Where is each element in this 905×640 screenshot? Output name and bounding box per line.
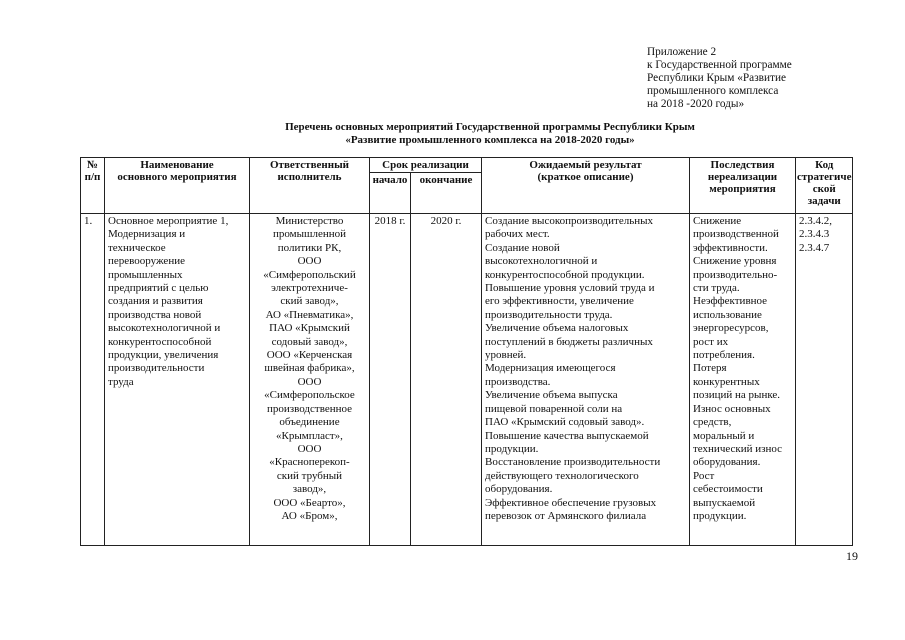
text-line: конкурентных <box>693 375 760 388</box>
text-line: Ответственный <box>269 159 350 171</box>
text-line: техническое <box>108 241 166 254</box>
text-line: Рост <box>693 469 715 482</box>
text-line: п/п <box>84 171 101 183</box>
text-line: ООО «Беарто», <box>273 496 346 509</box>
text-line: рост их <box>693 335 729 348</box>
text-line: «Красноперекоп- <box>269 456 350 469</box>
text-line: действующего технологического <box>485 469 639 482</box>
text-line: поступлений в бюджеты различных <box>485 335 653 348</box>
text-line: стратегиче <box>797 171 852 183</box>
text-line: мероприятия <box>709 183 776 195</box>
header-start: начало <box>370 173 411 214</box>
cell-num: 1. <box>81 214 105 546</box>
text-line: Эффективное обеспечение грузовых <box>485 496 657 509</box>
text-line: Повышение качества выпускаемой <box>485 429 649 442</box>
header-result <box>482 158 690 214</box>
title-line-2: «Развитие промышленного комплекса на 2018-2020 годы» <box>345 134 635 146</box>
text-line: оборудования. <box>485 483 553 496</box>
text-line: моральный и <box>693 429 755 442</box>
text-line: ООО <box>297 255 322 268</box>
text-line: промышленного комплекса <box>647 85 779 97</box>
text-line: исполнитель <box>277 171 342 183</box>
text-line: выпускаемой <box>693 496 756 509</box>
text-line: предприятий с целью <box>108 282 209 295</box>
text-line: ООО <box>297 375 322 388</box>
text-line: политики РК, <box>277 241 342 254</box>
text-line: Износ основных <box>693 402 771 415</box>
text-line: АО «Бром», <box>281 509 338 522</box>
cell-result <box>482 214 690 546</box>
text-line: 2.3.4.3 <box>799 228 830 241</box>
text-line: АО «Пневматика», <box>265 308 354 321</box>
text-line: ский трубный <box>276 469 343 482</box>
text-line: производственной <box>693 228 779 241</box>
text-line: «Симферопольский <box>263 268 356 281</box>
text-line: Код <box>815 159 834 171</box>
cell-consequences <box>690 214 796 546</box>
text-line: эффективности. <box>693 241 768 254</box>
text-line: использование <box>693 308 762 321</box>
text-line: Приложение 2 <box>647 46 717 58</box>
header-row <box>81 158 853 173</box>
text-line: перевооружение <box>108 255 185 268</box>
text-line: его эффективности, увеличение <box>485 295 634 308</box>
text-line: сти труда. <box>693 282 740 295</box>
text-line: основного мероприятия <box>117 171 237 183</box>
text-line: Основное мероприятие 1, <box>108 215 229 227</box>
page-number: 19 <box>846 549 858 563</box>
text-line: оборудования. <box>693 456 761 469</box>
text-line: потребления. <box>693 349 755 362</box>
cell-name <box>105 214 250 546</box>
text-line: 2.3.4.7 <box>799 241 830 254</box>
text-line: продукции, увеличения <box>108 349 219 362</box>
text-line: объединение <box>279 416 340 429</box>
text-line: Неэффективное <box>693 295 768 308</box>
measures-table <box>80 157 853 546</box>
table-row <box>81 214 853 546</box>
text-line: Потеря <box>693 362 727 375</box>
text-line: задачи <box>807 195 841 207</box>
text-line: продукции. <box>693 509 747 522</box>
text-line: производительно- <box>693 268 778 281</box>
text-line: ский завод», <box>280 295 339 308</box>
text-line: завод», <box>292 483 327 496</box>
header-end: окончание <box>411 173 482 214</box>
text-line: Снижение <box>693 215 742 227</box>
text-line: Модернизация имеющегося <box>485 362 616 375</box>
text-line: производства новой <box>108 308 202 321</box>
text-line: швейная фабрика», <box>264 362 355 375</box>
text-line: конкурентоспособной <box>108 335 212 348</box>
text-line: энергоресурсов, <box>693 322 769 335</box>
text-line: производства. <box>485 375 551 388</box>
text-line: пищевой поваренной соли на <box>485 402 623 415</box>
header-term: Срок реализации <box>370 158 482 173</box>
text-line: электротехниче- <box>271 282 348 295</box>
text-line: Восстановление производительности <box>485 456 661 469</box>
text-line: Ожидаемый результат <box>529 159 642 171</box>
header-consequences <box>690 158 796 214</box>
text-line: уровней. <box>485 349 527 362</box>
cell-start: 2018 г. <box>370 214 411 546</box>
text-line: продукции. <box>485 442 539 455</box>
text-line: производительности труда. <box>485 308 613 321</box>
cell-executor <box>250 214 370 546</box>
header-executor <box>250 158 370 214</box>
text-line: Увеличение объема налоговых <box>485 322 629 335</box>
header-name <box>105 158 250 214</box>
text-line: Модернизация и <box>108 228 186 241</box>
appendix-note <box>647 46 847 111</box>
text-line: высокотехнологичной и <box>485 255 598 268</box>
text-line: производственное <box>266 402 352 415</box>
text-line: технический износ <box>693 442 783 455</box>
text-line: Республики Крым «Развитие <box>647 72 787 84</box>
text-line: «Симферопольское <box>264 389 355 402</box>
text-line: Министерство <box>275 215 344 227</box>
text-line: № <box>86 159 99 171</box>
text-line: Создание новой <box>485 241 560 254</box>
document-title <box>180 121 800 147</box>
title-line-1: Перечень основных мероприятий Государственной программы Республики Крым <box>285 121 695 133</box>
text-line: на 2018 -2020 годы» <box>647 98 745 110</box>
header-code <box>796 158 853 214</box>
cell-end: 2020 г. <box>411 214 482 546</box>
text-line: Повышение уровня условий труда и <box>485 282 655 295</box>
text-line: промышленных <box>108 268 183 281</box>
text-line: содовый завод», <box>271 335 348 348</box>
text-line: рабочих мест. <box>485 228 550 241</box>
text-line: 2.3.4.2, <box>799 215 832 227</box>
text-line: ПАО «Крымский содовый завод». <box>485 416 645 429</box>
header-num <box>81 158 105 214</box>
text-line: Создание высокопроизводительных <box>485 215 653 227</box>
text-line: ПАО «Крымский <box>269 322 350 335</box>
text-line: Увеличение объема выпуска <box>485 389 618 402</box>
text-line: производительности <box>108 362 205 375</box>
text-line: к Государственной программе <box>647 59 792 71</box>
text-line: промышленной <box>272 228 347 241</box>
text-line: труда <box>108 375 134 388</box>
text-line: ООО «Керченская <box>266 349 353 362</box>
text-line: нереализации <box>707 171 778 183</box>
text-line: (краткое описание) <box>537 171 634 183</box>
text-line: позиций на рынке. <box>693 389 781 402</box>
text-line: перевозок от Армянского филиала <box>485 509 647 522</box>
text-line: Снижение уровня <box>693 255 777 268</box>
text-line: ООО <box>297 442 322 455</box>
text-line: «Крымпласт», <box>276 429 343 442</box>
text-line: конкурентоспособной продукции. <box>485 268 645 281</box>
text-line: средств, <box>693 416 732 429</box>
text-line: высокотехнологичной и <box>108 322 221 335</box>
text-line: Наименование <box>140 159 214 171</box>
cell-codes <box>796 214 853 546</box>
text-line: себестоимости <box>693 483 763 496</box>
text-line: создания и развития <box>108 295 203 308</box>
text-line: ской <box>812 183 836 195</box>
text-line: Последствия <box>710 159 775 171</box>
